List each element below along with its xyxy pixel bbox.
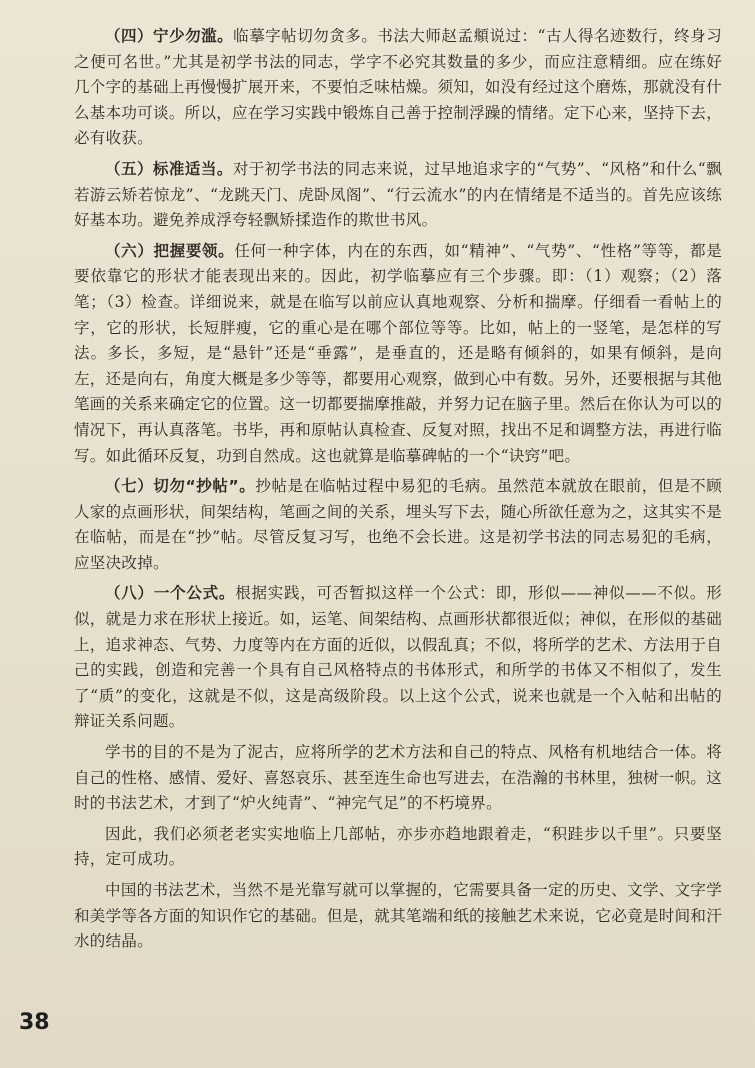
paragraph-conclusion-2: [74, 822, 722, 873]
paragraph-7: [74, 474, 722, 576]
paragraph-text: 抄帖是在临帖过程中易犯的毛病。虽然范本就放在眼前，但是不顾人家的点画形状，间架结构，笔画之间的关系，埋头写下去，随心所欲任意为之，这其实不是在临帖，而是在“抄”帖。尽管反复习写，也绝不会长进。这是初学书法的同志易犯的毛病，应坚决改掉。: [74, 477, 723, 572]
section-heading: （五）标准适当。: [105, 159, 233, 178]
paragraph-text: 临摹字帖切勿贪多。书法大师赵孟頫说过：“古人得名迹数行，终身习之便可名世。”尤其是初学书法的同志，学字不必究其数量的多少，而应注意精细。应在练好几个字的基础上再慢慢扩展开来，不要怕乏味枯燥。须知，如没有经过这个磨炼，那就没有什么基本功可谈。所以，应在学习实践中锻炼自己善于控制浮躁的情绪。定下心来，坚持下去，必有收获。: [74, 27, 722, 148]
section-heading: （六）把握要领。: [105, 241, 235, 260]
paragraph-text: 对于初学书法的同志来说，过早地追求字的“气势”、“风格”和什么“飘若游云矫若惊龙”、“龙跳天门、虎卧凤阁”、“行云流水”的内在情绪是不适当的。首先应该练好基本功。避免养成浮夸轻飘矫揉造作的欺世书风。: [74, 159, 723, 230]
body-text: [74, 24, 722, 960]
section-heading: （四）宁少勿滥。: [105, 27, 234, 45]
paragraph-conclusion-3: [74, 878, 722, 955]
paragraph-6: [74, 239, 722, 469]
section-heading: （八）一个公式。: [105, 584, 236, 603]
section-heading: （七）切勿“抄帖”。: [105, 477, 256, 496]
paragraph-text: 中国的书法艺术，当然不是光靠写就可以掌握的，它需要具备一定的历史、文学、文字学和美学等各方面的知识作它的基础。但是，就其笔端和纸的接触艺术来说，它必竟是时间和汗水的结晶。: [74, 881, 722, 951]
paragraph-5: [74, 157, 722, 234]
paragraph-4: [74, 24, 722, 152]
paragraph-8: [74, 581, 722, 735]
paragraph-text: 因此，我们必须老老实实地临上几部帖，亦步亦趋地跟着走，“积跬步以千里”。只要坚持，定可成功。: [74, 824, 722, 869]
paragraph-text: 根据实践，可否暂拟这样一个公式：即，形似——神似——不似。形似，就是力求在形状上接近。如，运笔、间架结构、点画形状都很近似；神似，在形似的基础上，追求神态、气势、力度等内在方面的近似，以假乱真；不似，将所学的艺术、方法用于自己的实践，创造和完善一个具有自己风格特点的书体形式，和所学的书体又不相似了，发生了“质”的变化，这就是不似，这是高级阶段。以上这个公式，说来也就是一个入帖和出帖的辩证关系问题。: [74, 584, 722, 731]
paragraph-text: 任何一种字体，内在的东西，如“精神”、“气势”、“性格”等等，都是要依靠它的形状才能表现出来的。因此，初学临摹应有三个步骤。即：（1）观察；（2）落笔；（3）检查。详细说来，就是在临写以前应认真地观察、分析和揣摩。仔细看一看帖上的字，它的形状，长短胖瘦，它的重心是在哪个部位等等。比如，帖上的一竖笔，是怎样的写法。多长，多短，是“悬针”还是“垂露”，是垂直的，还是略有倾斜的，如果有倾斜，是向左，还是向右，角度大概是多少等等，都要用心观察，做到心中有数。另外，还要根据与其他笔画的关系来确定它的位置。这一切都要揣摩推敲，并努力记在脑子里。然后在你认为可以的情况下，再认真落笔。书毕，再和原帖认真检查、反复对照，找出不足和调整方法，再进行临写。如此循环反复，功到自然成。这也就算是临摹碑帖的一个“诀窍”吧。: [74, 241, 723, 465]
page-number: 38: [19, 1010, 50, 1035]
paragraph-conclusion-1: [74, 740, 722, 817]
paragraph-text: 学书的目的不是为了泥古，应将所学的艺术方法和自己的特点、风格有机地结合一体。将自己的性格、感情、爱好、喜怒哀乐、甚至连生命也写进去，在浩瀚的书林里，独树一帜。这时的书法艺术，才到了“炉火纯青”、“神完气足”的不朽境界。: [74, 743, 722, 813]
